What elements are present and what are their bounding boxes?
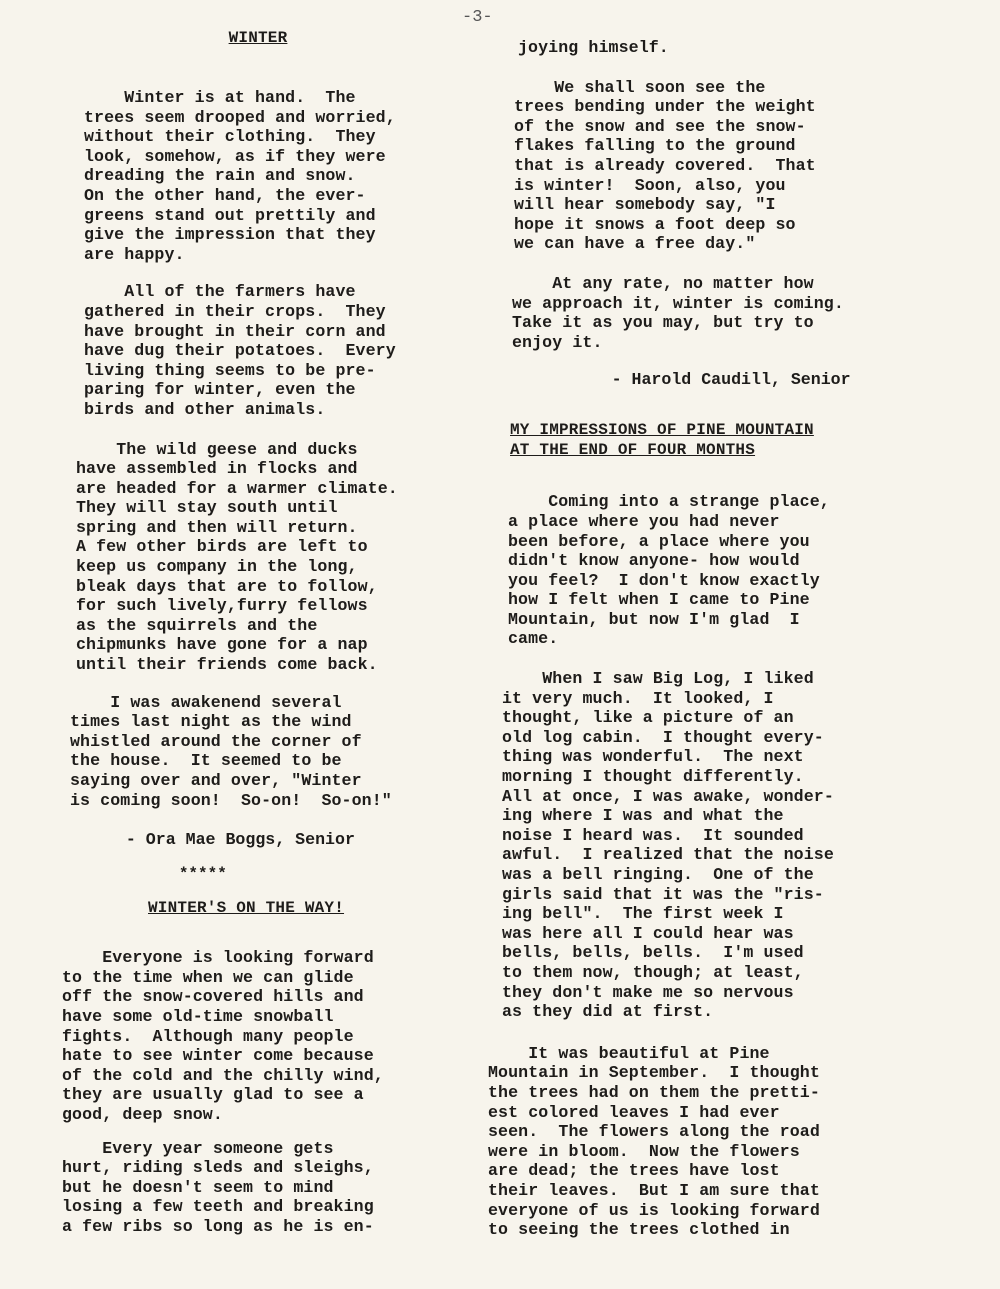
continuation-line: joying himself. [518,38,669,57]
winter-paragraph-3: The wild geese and ducks have assembled in flocks and are headed for a warmer climate. They will stay south until spring and then will return. A few other birds are left to keep us company in the long, bleak days that are to follow, for such lively,furry fellows as the squirrels and the chipmunks have gone for a nap until their friends come back. [76,439,398,675]
right-column [488,38,908,1240]
approach-paragraph: At any rate, no matter how we approach it, winter is coming. Take it as you may, but try to enjoy it. [512,273,844,352]
winter-title: WINTER [228,29,288,47]
winter-signature: - Ora Mae Boggs, Senior [96,830,355,850]
impressions-title-line-1: MY IMPRESSIONS OF PINE MOUNTAIN [510,421,814,440]
winters-on-the-way-title: WINTER'S ON THE WAY! [148,899,345,918]
snow-paragraph: We shall soon see the trees bending under the weight of the snow and see the snow- flakes falling to the ground that is already covered. That is winter! Soon, also, you will hear somebody say, "I hope it snows a foot deep so we can have a free day." [514,77,816,254]
winters-on-the-way-paragraph-1: Everyone is looking forward to the time when we can glide off the snow-covered hills and have some old-time snowball fights. Although many people hate to see winter come because of the cold and the chilly wind, they are usually glad to see a good, deep snow. [62,948,384,1124]
page-number: -3- [462,8,493,27]
winter-paragraph-2: All of the farmers have gathered in their crops. They have brought in their corn and have dug their potatoes. Every living thing seems to be pre- paring for winter, even the birds and other animals. [84,282,396,419]
impressions-paragraph-2: When I saw Big Log, I liked it very much. It looked, I thought, like a picture of an old log cabin. I thought every- thing was wonderful. The next morning I thought differently. All at once, I was awake, wonder- ing where I was and what the noise I heard was. It sounded awful. I realized that the noise was a bell ringing. One of the girls said that it was the "ris- ing bell". The first week I was here all I could hear was bells, bells, bells. I'm used to them now, though; at least, they don't make me so nervous as they did at first. [502,669,834,1022]
impressions-title-line-2: AT THE END OF FOUR MONTHS [510,441,756,460]
winter-paragraph-4: I was awakenend several times last night as the wind whistled around the corner of the house. It seemed to be saying over and over, "Winter is coming soon! So-on! So-on!" [70,692,392,810]
impressions-paragraph-3: It was beautiful at Pine Mountain in September. I thought the trees had on them the pretti- est colored leaves I had ever seen. The flowers along the road were in bloom. Now the flowers are dead; the trees have lost their leaves. But I am sure that everyone of us is looking forward to seeing the trees clothed in [488,1043,820,1240]
winter-paragraph-1: Winter is at hand. The trees seem drooped and worried, without their clothing. They look, somehow, as if they were dreading the rain and snow. On the other hand, the ever- greens stand out prettily and give the impression that they are happy. [84,88,396,264]
impressions-paragraph-1: Coming into a strange place, a place where you had never been before, a place where you didn't know anyone- how would you feel? I don't know exactly how I felt when I came to Pine Mountain, but now I'm glad I came. [508,492,830,649]
left-column [62,28,474,1237]
winters-on-the-way-paragraph-2: Every year someone gets hurt, riding sleds and sleighs, but he doesn't seem to mind losing a few teeth and breaking a few ribs so long as he is en- [62,1138,374,1236]
section-separator: ***** [102,865,227,884]
harold-signature: - Harold Caudill, Senior [512,370,851,390]
